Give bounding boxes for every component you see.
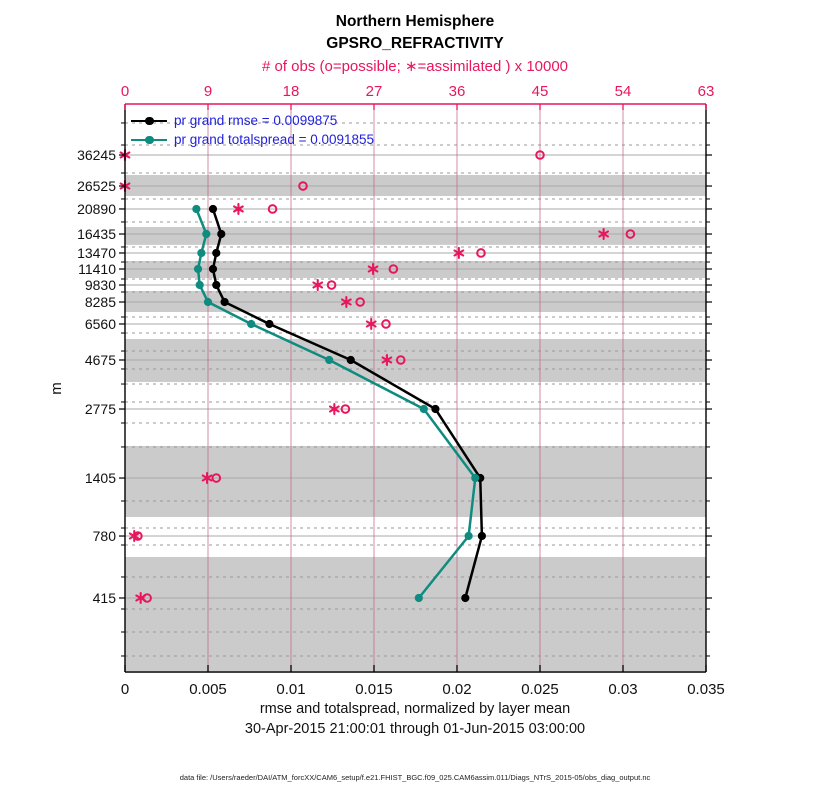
y-axis-label: m	[47, 382, 65, 395]
top-tick-label: 36	[448, 83, 466, 100]
level-tick-label: 26525	[77, 178, 116, 195]
legend-entry-rmse	[131, 111, 374, 130]
level-tick-label: 1405	[84, 470, 116, 487]
rmse-series-point	[221, 298, 229, 306]
level-tick-label: 9830	[84, 277, 116, 294]
bottom-tick-label: 0.015	[355, 681, 393, 698]
totalspread-series-point	[247, 320, 255, 328]
legend	[131, 111, 374, 149]
level-tick-label: 4675	[84, 351, 116, 368]
level-tick-label: 2775	[84, 401, 116, 418]
top-tick-label: 0	[120, 83, 130, 100]
bottom-tick-label: 0.02	[442, 681, 472, 698]
totalspread-series-point	[202, 230, 210, 238]
legend-label-totalspread: pr grand totalspread = 0.0091855	[174, 132, 375, 147]
totalspread-series-point	[420, 405, 428, 413]
data-file-caption: data file: /Users/raeder/DAI/ATM_forcXX/CAM6_setup/f.e21.FHIST_BGC.f09_025.CAM6assim.011/Diags_NTrS_2015-05/obs_diag_output.nc	[179, 773, 651, 782]
level-tick-label: 6560	[84, 315, 116, 332]
bottom-tick-labels	[121, 681, 725, 698]
totalspread-series-point	[204, 298, 212, 306]
level-tick-label: 11410	[78, 261, 116, 278]
x-axis-label: rmse and totalspread, normalized by layer mean	[259, 701, 571, 717]
level-tick-label: 780	[92, 528, 116, 545]
rmse-line-swatch	[131, 116, 167, 126]
rmse-series-point	[209, 205, 217, 213]
top-tick-label: 27	[365, 83, 383, 100]
legend-entry-totalspread	[131, 130, 374, 149]
level-tick-label: 20890	[77, 200, 116, 217]
rmse-series-point	[217, 230, 225, 238]
level-tick-label: 36245	[77, 147, 116, 164]
top-tick-label: 18	[282, 83, 300, 100]
bottom-tick-label: 0.03	[608, 681, 638, 698]
top-axis-label: # of obs (o=possible; ∗=assimilated ) x 10000	[261, 58, 569, 75]
plot-title-region: Northern Hemisphere	[335, 13, 495, 30]
top-tick-label: 63	[697, 83, 715, 100]
rmse-series-point	[347, 356, 355, 364]
left-tick-labels	[77, 147, 116, 606]
bottom-tick-label: 0.005	[189, 681, 227, 698]
totalspread-series-point	[465, 532, 473, 540]
totalspread-series-point	[471, 474, 479, 482]
totalspread-line-swatch	[131, 135, 167, 145]
rmse-series-point	[478, 532, 486, 540]
bottom-tick-label: 0.035	[687, 681, 725, 698]
totalspread-series-point	[196, 281, 204, 289]
bottom-tick-label: 0	[120, 681, 130, 698]
rmse-series-point	[265, 320, 273, 328]
totalspread-series-point	[325, 356, 333, 364]
top-tick-label: 54	[614, 83, 632, 100]
bottom-tick-label: 0.01	[276, 681, 306, 698]
top-tick-label: 9	[203, 83, 213, 100]
plot-title-variable: GPSRO_REFRACTIVITY	[326, 35, 504, 52]
totalspread-series-point	[192, 205, 200, 213]
legend-label-rmse: pr grand rmse = 0.0099875	[174, 113, 338, 128]
rmse-series-point	[212, 249, 220, 257]
rmse-series-point	[209, 265, 217, 273]
bottom-tick-label: 0.025	[521, 681, 559, 698]
level-tick-label: 8285	[84, 294, 116, 311]
totalspread-series-point	[197, 249, 205, 257]
level-tick-label: 415	[92, 589, 116, 606]
level-tick-label: 16435	[77, 226, 116, 243]
date-range-label: 30-Apr-2015 21:00:01 through 01-Jun-2015 03:00:00	[244, 721, 586, 737]
top-tick-label: 45	[531, 83, 549, 100]
level-tick-label: 13470	[77, 244, 116, 261]
rmse-series-point	[431, 405, 439, 413]
rmse-series-point	[212, 281, 220, 289]
rmse-series-point	[461, 594, 469, 602]
totalspread-series-point	[194, 265, 202, 273]
top-tick-labels	[121, 83, 715, 100]
totalspread-series-point	[415, 594, 423, 602]
